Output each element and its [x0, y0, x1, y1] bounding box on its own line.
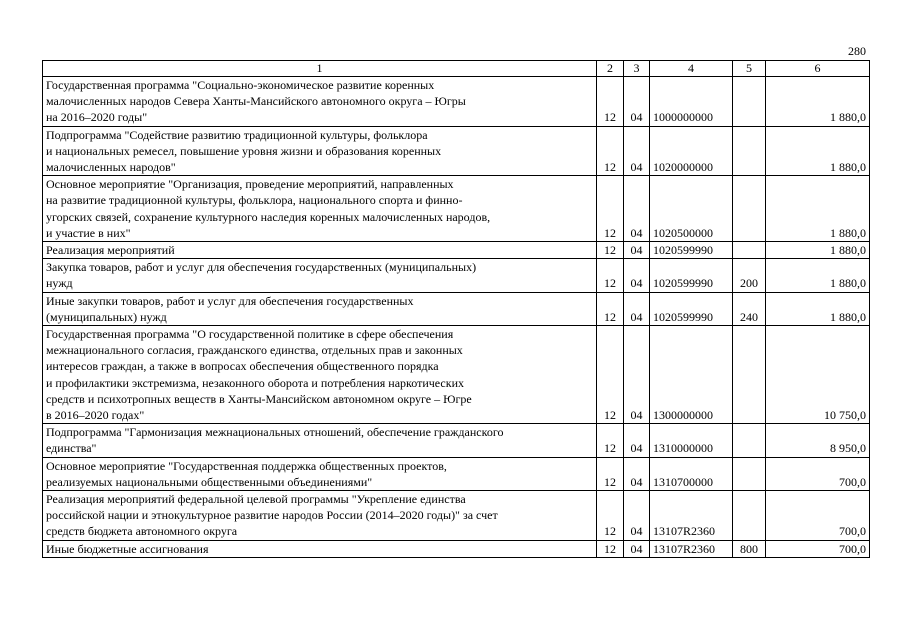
amount-cell: 700,0	[766, 491, 870, 541]
section-code-cell: 12	[597, 292, 624, 325]
section-code-cell: 12	[597, 491, 624, 541]
column-header: 1	[43, 61, 597, 77]
table-body	[43, 77, 870, 558]
expense-type-cell	[733, 457, 766, 490]
column-header: 3	[624, 61, 650, 77]
subsection-code-cell: 04	[624, 77, 650, 127]
table-row	[43, 424, 870, 457]
row-name-cell: Реализация мероприятий федеральной целевой программы "Укрепление единства российской нации и этнокультурное развитие народов России (2014–2020 годы)" за счет средств бюджета автономного округа	[43, 491, 597, 541]
expense-type-cell	[733, 491, 766, 541]
subsection-code-cell: 04	[624, 491, 650, 541]
table-row	[43, 540, 870, 557]
target-article-cell: 1000000000	[650, 77, 733, 127]
table-row	[43, 457, 870, 490]
budget-table	[42, 60, 870, 558]
target-article-cell: 1310000000	[650, 424, 733, 457]
amount-cell: 700,0	[766, 540, 870, 557]
row-name-cell: Закупка товаров, работ и услуг для обеспечения государственных (муниципальных) нужд	[43, 259, 597, 292]
expense-type-cell	[733, 424, 766, 457]
expense-type-cell	[733, 176, 766, 242]
table-row	[43, 242, 870, 259]
section-code-cell: 12	[597, 126, 624, 176]
expense-type-cell: 200	[733, 259, 766, 292]
column-header: 6	[766, 61, 870, 77]
table-row	[43, 176, 870, 242]
table-row	[43, 126, 870, 176]
page-number: 280	[848, 44, 866, 58]
row-name-cell: Подпрограмма "Гармонизация межнациональных отношений, обеспечение гражданского единства"	[43, 424, 597, 457]
table-row	[43, 491, 870, 541]
amount-cell: 10 750,0	[766, 326, 870, 424]
section-code-cell: 12	[597, 457, 624, 490]
target-article-cell: 1310700000	[650, 457, 733, 490]
table-row	[43, 292, 870, 325]
amount-cell: 8 950,0	[766, 424, 870, 457]
row-name-cell: Государственная программа "О государственной политике в сфере обеспечения межнационального согласия, гражданского единства, отдельных прав и законных интересов граждан, а также в вопросах обеспечения общественного порядка и профилактики экстремизма, незаконного оборота и потребления наркотических средств и психотропных веществ в Ханты-Мансийском автономном округе – Югре в 2016–2020 годах"	[43, 326, 597, 424]
subsection-code-cell: 04	[624, 457, 650, 490]
column-header: 2	[597, 61, 624, 77]
subsection-code-cell: 04	[624, 292, 650, 325]
table-row	[43, 326, 870, 424]
row-name-cell: Основное мероприятие "Государственная поддержка общественных проектов, реализуемых национальными общественными объединениями"	[43, 457, 597, 490]
subsection-code-cell: 04	[624, 126, 650, 176]
row-name-cell: Иные бюджетные ассигнования	[43, 540, 597, 557]
subsection-code-cell: 04	[624, 242, 650, 259]
row-name-cell: Государственная программа "Социально-экономическое развитие коренных малочисленных народов Севера Ханты-Мансийского автономного округа – Югры на 2016–2020 годы"	[43, 77, 597, 127]
target-article-cell: 13107R2360	[650, 540, 733, 557]
section-code-cell: 12	[597, 77, 624, 127]
row-name-cell: Подпрограмма "Содействие развитию традиционной культуры, фольклора и национальных ремесел, повышение уровня жизни и образования коренных малочисленных народов"	[43, 126, 597, 176]
expense-type-cell: 240	[733, 292, 766, 325]
target-article-cell: 13107R2360	[650, 491, 733, 541]
row-name-cell: Основное мероприятие "Организация, проведение мероприятий, направленных на развитие традиционной культуры, фольклора, национального спорта и финно- угорских связей, сохранение культурного наследия коренных малочисленных народов, и участие в них"	[43, 176, 597, 242]
section-code-cell: 12	[597, 424, 624, 457]
row-name-cell: Иные закупки товаров, работ и услуг для обеспечения государственных (муниципальных) нужд	[43, 292, 597, 325]
section-code-cell: 12	[597, 176, 624, 242]
row-name-cell: Реализация мероприятий	[43, 242, 597, 259]
expense-type-cell	[733, 242, 766, 259]
amount-cell: 1 880,0	[766, 292, 870, 325]
subsection-code-cell: 04	[624, 326, 650, 424]
expense-type-cell	[733, 77, 766, 127]
subsection-code-cell: 04	[624, 259, 650, 292]
target-article-cell: 1020000000	[650, 126, 733, 176]
target-article-cell: 1020500000	[650, 176, 733, 242]
target-article-cell: 1020599990	[650, 242, 733, 259]
section-code-cell: 12	[597, 242, 624, 259]
subsection-code-cell: 04	[624, 424, 650, 457]
subsection-code-cell: 04	[624, 176, 650, 242]
amount-cell: 1 880,0	[766, 126, 870, 176]
amount-cell: 1 880,0	[766, 176, 870, 242]
section-code-cell: 12	[597, 259, 624, 292]
target-article-cell: 1300000000	[650, 326, 733, 424]
amount-cell: 1 880,0	[766, 259, 870, 292]
amount-cell: 700,0	[766, 457, 870, 490]
amount-cell: 1 880,0	[766, 77, 870, 127]
section-code-cell: 12	[597, 540, 624, 557]
table-header-row	[43, 61, 870, 77]
table-row	[43, 77, 870, 127]
section-code-cell: 12	[597, 326, 624, 424]
expense-type-cell	[733, 326, 766, 424]
target-article-cell: 1020599990	[650, 259, 733, 292]
expense-type-cell	[733, 126, 766, 176]
column-header: 5	[733, 61, 766, 77]
column-header: 4	[650, 61, 733, 77]
table-row	[43, 259, 870, 292]
target-article-cell: 1020599990	[650, 292, 733, 325]
subsection-code-cell: 04	[624, 540, 650, 557]
expense-type-cell: 800	[733, 540, 766, 557]
amount-cell: 1 880,0	[766, 242, 870, 259]
